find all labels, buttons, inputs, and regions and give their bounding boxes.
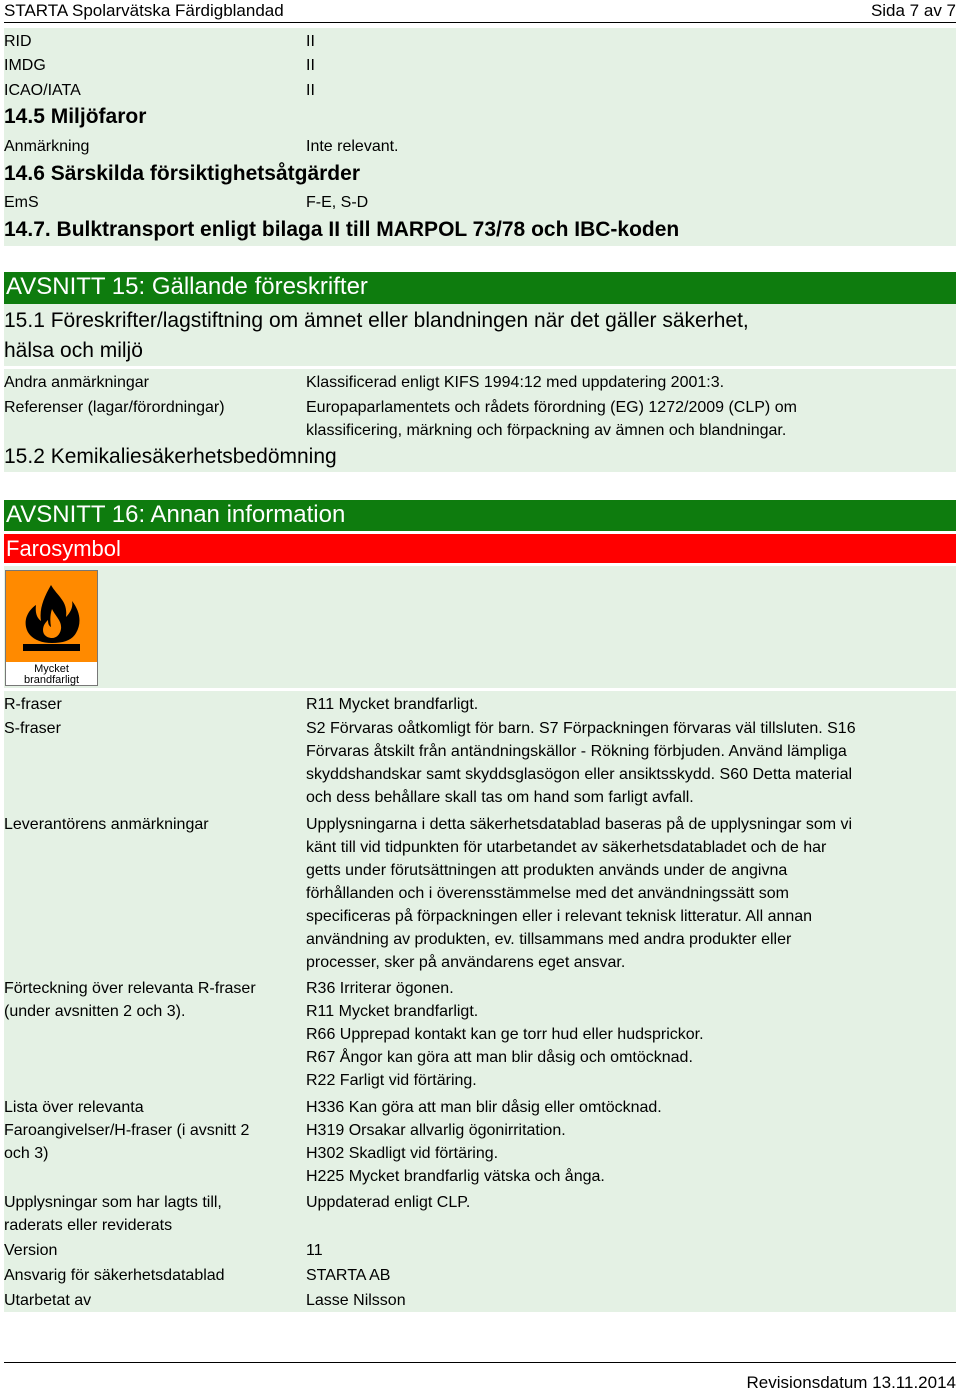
value-line: förhållanden och i överensstämmelse med det användningssätt som	[306, 885, 789, 902]
value-line: känt till vid tidpunkten för utarbetandet av säkerhetsdatabladet och de har	[306, 839, 827, 856]
row-label: Andra anmärkningar	[4, 374, 149, 391]
row-andra-anmarkningar	[4, 369, 956, 394]
transport-row-imdg	[4, 52, 956, 77]
caption-line: brandfarligt	[23, 674, 80, 686]
pictogram-caption	[6, 664, 97, 686]
row-value: R11 Mycket brandfarligt.	[306, 696, 479, 713]
hazard-title: Farosymbol	[6, 536, 121, 561]
value-line: H336 Kan göra att man blir dåsig eller omtöcknad.	[306, 1099, 662, 1116]
row-ansvarig	[4, 1262, 956, 1287]
value-line: klassificering, märkning och förpackning av ämnen och blandningar.	[306, 422, 787, 439]
transport-row-icao	[4, 77, 956, 102]
value-line: R11 Mycket brandfarligt.	[306, 1003, 479, 1020]
section-heading-14-5	[4, 102, 956, 133]
value-line: H225 Mycket brandfarlig vätska och ånga.	[306, 1168, 605, 1185]
transport-row-rid	[4, 28, 956, 52]
value-line: processer, sker på användarens eget ansvar.	[306, 954, 626, 971]
heading-text: 14.6 Särskilda försiktighetsåtgärder	[4, 162, 360, 185]
row-value: F-E, S-D	[306, 194, 369, 211]
row-label: Anmärkning	[4, 138, 90, 155]
label-line: Faroangivelser/H-fraser (i avsnitt 2	[4, 1122, 250, 1139]
row-value	[306, 717, 954, 809]
row-value	[306, 813, 954, 974]
row-label	[4, 1096, 249, 1165]
label-line: (under avsnitten 2 och 3).	[4, 1003, 186, 1020]
revision-date: Revisionsdatum 13.11.2014	[746, 1373, 956, 1392]
row-ems	[4, 189, 956, 214]
row-r-fraser-lista	[4, 975, 956, 1094]
row-r-fraser	[4, 691, 956, 715]
section-heading-14-6	[4, 159, 956, 189]
row-label	[4, 977, 256, 1023]
row-leverantorens-anmarkningar	[4, 811, 956, 975]
row-anmarkning	[4, 133, 956, 159]
value-line: specificeras på förpackningen eller i relevant teknisk litteratur. All annan	[306, 908, 813, 925]
row-value	[306, 396, 954, 442]
label-line: och 3)	[4, 1145, 49, 1162]
value-line: R36 Irriterar ögonen.	[306, 980, 454, 997]
value-line: och dess behållare skall tas om hand som farligt avfall.	[306, 789, 694, 806]
section-15-title-bar	[4, 272, 956, 304]
value-line: Förvaras åtskilt från antändningskällor - Rökning förbjuden. Använd lämpliga	[306, 743, 847, 760]
label-line: Lista över relevanta	[4, 1099, 144, 1116]
hazard-symbol-bar	[4, 534, 956, 563]
row-label: Utarbetat av	[4, 1292, 92, 1309]
row-label: IMDG	[4, 57, 46, 74]
section-heading-15-2	[4, 442, 956, 472]
value-line: H302 Skadligt vid förtäring.	[306, 1145, 499, 1162]
row-label: Referenser (lagar/förordningar)	[4, 399, 225, 416]
label-line: Förteckning över relevanta R-fraser	[4, 980, 256, 997]
value-line: Europaparlamentets och rådets förordning (EG) 1272/2009 (CLP) om	[306, 399, 797, 416]
page-footer	[4, 1362, 956, 1394]
section-16-title-bar	[4, 500, 956, 531]
document-title: STARTA Spolarvätska Färdigblandad	[4, 1, 284, 20]
row-value: Inte relevant.	[306, 138, 399, 155]
row-value: Lasse Nilsson	[306, 1292, 406, 1309]
heading-text: 14.7. Bulktransport enligt bilaga II till MARPOL 73/78 och IBC-koden	[4, 218, 680, 241]
value-line: R66 Upprepad kontakt kan ge torr hud eller hudsprickor.	[306, 1026, 704, 1043]
value-line: H319 Orsakar allvarlig ögonirritation.	[306, 1122, 566, 1139]
heading-text: 15.2 Kemikaliesäkerhetsbedömning	[4, 445, 337, 468]
value-line: användning av produkten, ev. tillsammans med andra produkter eller	[306, 931, 792, 948]
row-label: Version	[4, 1242, 58, 1259]
value-line: R67 Ångor kan göra att man blir dåsig och omtöcknad.	[306, 1049, 693, 1066]
row-label: ICAO/IATA	[4, 82, 81, 99]
row-andringar	[4, 1189, 956, 1237]
hazard-pictogram-area	[4, 566, 956, 688]
row-label: S-fraser	[4, 720, 61, 737]
row-label: Ansvarig för säkerhetsdatablad	[4, 1267, 225, 1284]
row-label: Leverantörens anmärkningar	[4, 816, 209, 833]
row-h-fraser-lista	[4, 1094, 956, 1189]
section-title: AVSNITT 15: Gällande föreskrifter	[6, 273, 368, 300]
value-line: getts under förutsättningen att produkten används under de angivna	[306, 862, 788, 879]
row-value	[306, 977, 954, 1092]
row-value: 11	[306, 1242, 323, 1259]
value-line: S2 Förvaras oåtkomligt för barn. S7 Förpackningen förvaras väl tillsluten. S16	[306, 720, 856, 737]
value-line: R22 Farligt vid förtäring.	[306, 1072, 477, 1089]
row-version	[4, 1237, 956, 1262]
label-line: Upplysningar som har lagts till,	[4, 1194, 222, 1211]
section-heading-14-7	[4, 214, 956, 246]
flame-icon	[6, 571, 97, 662]
row-label: R-fraser	[4, 696, 62, 713]
row-value: II	[306, 33, 315, 50]
section-title: AVSNITT 16: Annan information	[6, 501, 346, 528]
row-value: II	[306, 82, 315, 99]
heading-line-1: 15.1 Föreskrifter/lagstiftning om ämnet eller blandningen när det gäller säkerhet,	[4, 309, 749, 332]
caption-line: Mycket	[34, 663, 69, 675]
row-label	[4, 1191, 222, 1237]
row-utarbetat	[4, 1287, 956, 1312]
row-value: STARTA AB	[306, 1267, 391, 1284]
page-header	[4, 0, 956, 23]
label-line: raderats eller reviderats	[4, 1217, 173, 1234]
row-value: II	[306, 57, 315, 74]
row-label: EmS	[4, 194, 39, 211]
row-value: Uppdaterad enligt CLP.	[306, 1194, 471, 1211]
value-line: Upplysningarna i detta säkerhetsdatablad baseras på de upplysningar som vi	[306, 816, 853, 833]
row-referenser	[4, 394, 956, 442]
row-value	[306, 1096, 954, 1188]
hazard-pictogram	[5, 570, 98, 686]
row-label: RID	[4, 33, 32, 50]
section-heading-15-1	[4, 304, 956, 366]
heading-text: 14.5 Miljöfaror	[4, 105, 147, 128]
page-number: Sida 7 av 7	[870, 1, 956, 20]
row-s-fraser	[4, 715, 956, 811]
row-value: Klassificerad enligt KIFS 1994:12 med uppdatering 2001:3.	[306, 374, 725, 391]
heading-line-2: hälsa och miljö	[4, 339, 143, 362]
value-line: skyddshandskar samt skyddsglasögon eller ansiktsskydd. S60 Detta material	[306, 766, 853, 783]
